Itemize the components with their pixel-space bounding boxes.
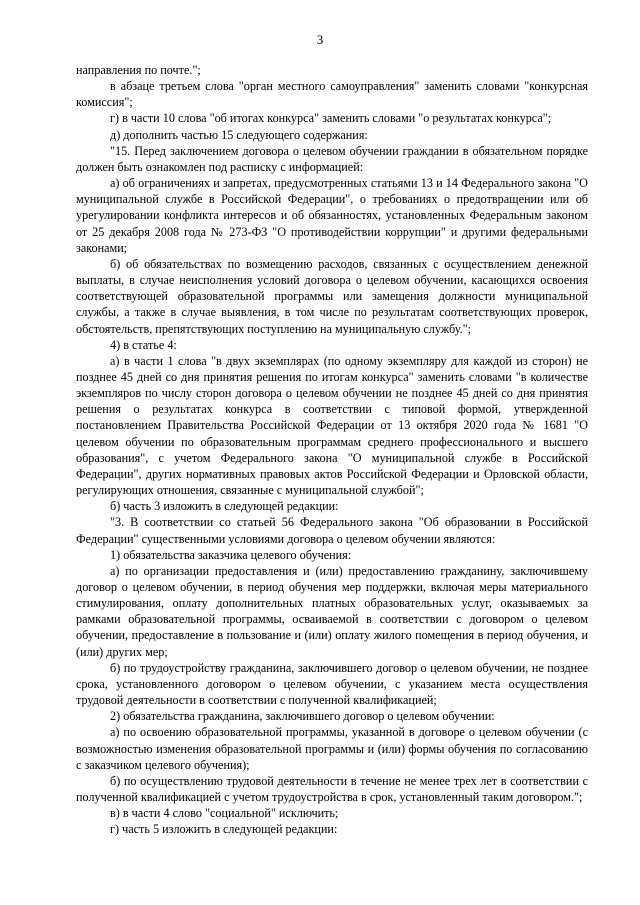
paragraph: а) об ограничениях и запретах, предусмотренных статьями 13 и 14 Федерального закона "О муниципальной службе в Российской Федерации", о требованиях о предотвращении или об урегулировании конфликта интересов и об обязанностях, установленных Федеральным законом от 25 декабря 2008 года № 273-ФЗ "О противодействии коррупции" и другими федеральными законами; (76, 176, 588, 255)
paragraph: а) по освоению образовательной программы, указанной в договоре о целевом обучении (с возможностью изменения образовательной программы и (или) формы обучения по согласованию с заказчиком целевого обучения); (76, 725, 588, 772)
page-number: 3 (316, 32, 324, 47)
paragraph: б) по осуществлению трудовой деятельности в течение не менее трех лет в соответствии с полученной квалификацией с учетом трудоустройства в срок, установленный таким договором."; (76, 773, 588, 805)
paragraph: д) дополнить частью 15 следующего содержания: (110, 127, 368, 142)
paragraph: а) по организации предоставления и (или) предоставлению гражданину, заключившему договор о целевом обучении, в период обучения мер поддержки, включая меры материального стимулирования, оплату дополнительных платных образовательных услуг, оказываемых за рамками образовательной программы, осваиваемой в соответствии с договором о целевом обучении, предоставление в пользование и (или) оплату жилого помещения в период обучения, и (или) других мер; (76, 563, 588, 659)
paragraph: 4) в статье 4: (110, 337, 177, 352)
paragraph: г) часть 5 изложить в следующей редакции: (110, 822, 338, 837)
paragraph: направления по почте."; (76, 63, 201, 77)
paragraph: г) в части 10 слова "об итогах конкурса" заменить словами "о результатах конкурса"; (110, 111, 552, 126)
paragraph: "15. Перед заключением договора о целевом обучении граждании в обязательном порядке должен быть ознакомлен под расписку с информацией: (76, 143, 588, 174)
paragraph: 1) обязательства заказчика целевого обучения: (110, 547, 352, 562)
paragraph: б) по трудоустройству гражданина, заключившего договор о целевом обучении, не позднее срока, установленного договором о целевом обучении, с указанием места осуществления трудовой деятельности в соответствии с полученной квалификацией; (76, 660, 588, 708)
paragraph: б) об обязательствах по возмещению расходов, связанных с осуществлением денежной выплаты, в случае неисполнения условий договора о целевом обучении, касающихся освоения соответствующей образовательной программы или замещения должности муниципальной службы, а также в случае выявления, в том числе по результатам соответствующих проверок, обстоятельств, препятствующих поступлению на муниципальную службу."; (76, 256, 588, 336)
paragraph: а) в части 1 слова "в двух экземплярах (по одному экземпляру для каждой из сторон) не позднее 45 дней со дня принятия решения по итогам конкурса" заменить словами "в количестве экземпляров по числу сторон договора о целевом обучении не позднее 45 дней со дня принятия решения о результатах конкурса в соответствии с типовой формой, утвержденной постановлением Правительства Российской Федерации от 13 октября 2020 года № 1681 "О целевом обучении по образовательным программам среднего профессионального и высшего образования", с учетом Федерального закона "О муниципальной службе в Российской Федерации", других нормативных правовых актов Российской Федерации и Орловской области, регулирующих отношения, связанные с муниципальной службой"; (76, 353, 588, 498)
paragraph: 2) обязательства гражданина, заключившего договор о целевом обучении: (110, 709, 495, 724)
paragraph: б) часть 3 изложить в следующей редакции: (110, 499, 339, 514)
paragraph: в абзаце третьем слова "орган местного самоуправления" заменить словами "конкурсная комиссия"; (76, 79, 588, 110)
paragraph: "3. В соответствии со статьей 56 Федерального закона "Об образовании в Российской Федерации" существенными условиями договора о целевом обучении являются: (76, 515, 588, 546)
document-body (76, 62, 588, 838)
paragraph: в) в части 4 слово "социальной" исключить; (110, 806, 339, 821)
